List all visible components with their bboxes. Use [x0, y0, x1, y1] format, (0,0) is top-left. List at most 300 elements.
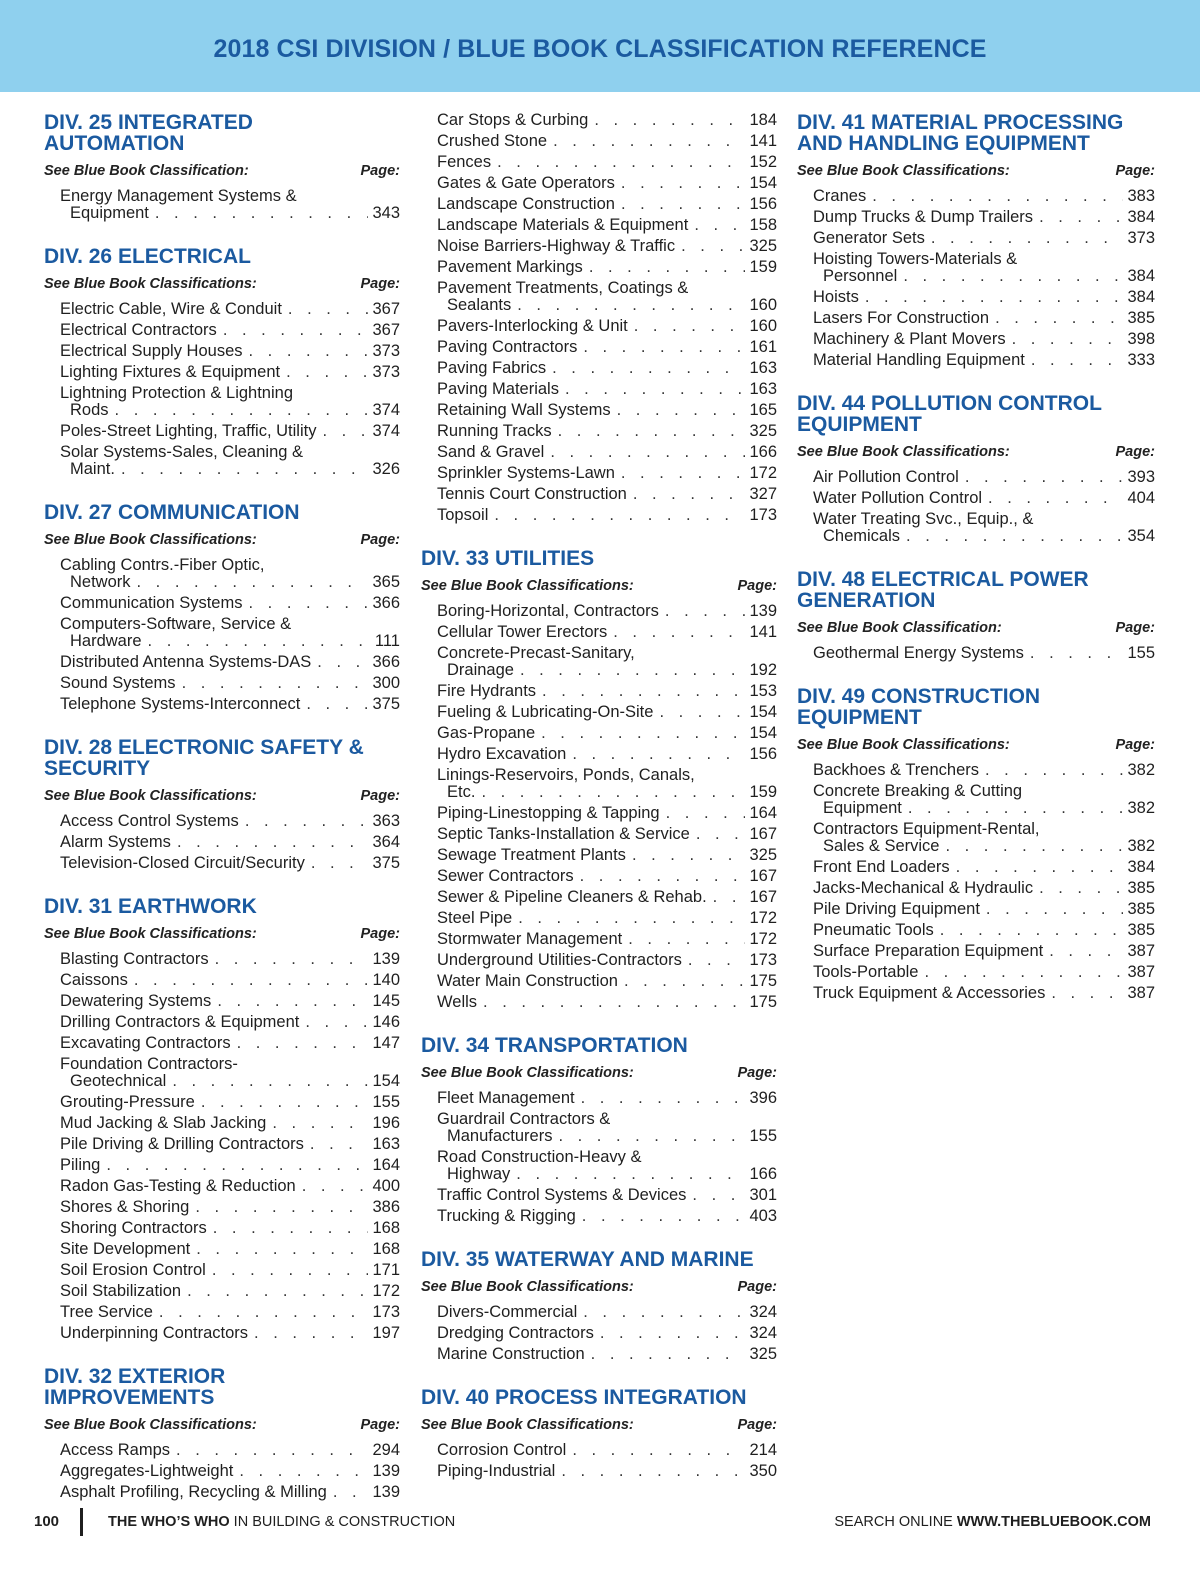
classification-header [797, 443, 1155, 461]
page-number-ref: 160 [749, 296, 777, 314]
division-title [44, 112, 400, 154]
dot-leader [632, 847, 746, 864]
classification-item[interactable] [813, 941, 1155, 962]
page-number-ref: 382 [1127, 799, 1155, 817]
classification-item[interactable] [60, 1239, 400, 1260]
classification-item[interactable] [437, 215, 777, 236]
classification-row [437, 847, 777, 864]
classification-row [813, 943, 1155, 960]
dot-leader [988, 490, 1123, 507]
classification-item[interactable] [60, 1197, 400, 1218]
division-title [797, 393, 1155, 435]
dot-leader [305, 1014, 368, 1031]
classification-item[interactable] [60, 970, 400, 991]
page-number-ref: 327 [749, 485, 777, 503]
classification-row [437, 952, 777, 969]
classification-name: Highway [447, 1165, 511, 1183]
dot-leader [288, 301, 369, 318]
page-number-ref: 171 [372, 1261, 400, 1279]
classification-item[interactable] [60, 1012, 400, 1033]
classification-row [437, 624, 777, 641]
page-label: Page: [360, 163, 400, 179]
classification-name: Etc. [447, 783, 476, 801]
classification-item[interactable] [437, 824, 777, 845]
classification-item[interactable] [60, 421, 400, 442]
classification-item[interactable] [60, 186, 400, 224]
classification-item[interactable] [437, 1461, 777, 1482]
classification-name: Marine Construction [437, 1345, 585, 1363]
classification-item[interactable] [437, 1206, 777, 1227]
classification-item[interactable] [437, 929, 777, 950]
classification-name: Aggregates-Lightweight [60, 1462, 234, 1480]
classification-item[interactable] [60, 832, 400, 853]
classification-item[interactable] [813, 983, 1155, 1004]
classification-item[interactable] [437, 887, 777, 908]
classification-row [437, 444, 777, 461]
classification-item[interactable] [813, 207, 1155, 228]
classification-item[interactable] [60, 652, 400, 673]
classification-item[interactable] [437, 681, 777, 702]
page-number-ref: 365 [372, 573, 400, 591]
classification-name: Piping-Industrial [437, 1462, 556, 1480]
page-number-ref: 214 [749, 1441, 777, 1459]
dot-leader [212, 1262, 369, 1279]
dot-leader [580, 868, 746, 885]
classification-row [437, 931, 777, 948]
classification-item[interactable] [437, 400, 777, 421]
page-number-ref: 385 [1127, 879, 1155, 897]
page-number-ref: 396 [749, 1089, 777, 1107]
classification-row [437, 662, 777, 679]
page-number: 100 [34, 1513, 60, 1530]
division-title-line: DIV. 34 TRANSPORTATION [421, 1034, 688, 1057]
page-number-ref: 350 [749, 1462, 777, 1480]
search-label: SEARCH ONLINE [834, 1514, 957, 1530]
dot-leader [302, 1178, 369, 1195]
classification-item[interactable] [813, 228, 1155, 249]
page-number-ref: 333 [1127, 351, 1155, 369]
page-number-ref: 155 [372, 1093, 400, 1111]
classification-item[interactable] [60, 1482, 400, 1503]
dot-leader [865, 289, 1124, 306]
classification-item[interactable] [813, 186, 1155, 207]
classification-item[interactable] [437, 702, 777, 723]
classification-item[interactable] [437, 1088, 777, 1109]
classification-item[interactable] [437, 257, 777, 278]
classification-item[interactable] [437, 908, 777, 929]
classification-item[interactable] [60, 1134, 400, 1155]
classification-item[interactable] [813, 249, 1155, 287]
classification-header [44, 162, 400, 180]
classification-item[interactable] [437, 723, 777, 744]
classification-item[interactable] [813, 509, 1155, 547]
division-section [797, 569, 1155, 664]
classification-item[interactable] [437, 131, 777, 152]
classification-row [60, 322, 400, 339]
classification-item[interactable] [437, 484, 777, 505]
classification-item[interactable] [60, 1113, 400, 1134]
classification-item[interactable] [813, 287, 1155, 308]
classification-row [60, 1199, 400, 1216]
classification-item[interactable] [60, 694, 400, 715]
division-title-line: DIV. 49 CONSTRUCTION [797, 685, 1041, 708]
classification-list [421, 1088, 777, 1227]
classification-item[interactable] [813, 878, 1155, 899]
classification-item[interactable] [60, 1033, 400, 1054]
classification-item[interactable] [813, 308, 1155, 329]
classification-name: Underground Utilities-Contractors [437, 951, 682, 969]
classification-name: Pile Driving & Drilling Contractors [60, 1135, 304, 1153]
classification-item[interactable] [60, 341, 400, 362]
page-number-ref: 300 [372, 674, 400, 692]
page-number-ref: 168 [372, 1240, 400, 1258]
classification-item[interactable] [60, 320, 400, 341]
division-section [421, 110, 777, 526]
classification-header [797, 619, 1155, 637]
classification-item[interactable] [60, 1176, 400, 1197]
classification-name: Pavers-Interlocking & Unit [437, 317, 628, 335]
classification-name: Tennis Court Construction [437, 485, 627, 503]
classification-list [797, 186, 1155, 371]
division-title-line: GENERATION [797, 589, 936, 612]
classification-row [60, 1014, 400, 1031]
classification-row [437, 297, 777, 314]
dot-leader [581, 1090, 746, 1107]
dot-leader [694, 217, 745, 234]
classification-item[interactable] [437, 442, 777, 463]
classification-label: See Blue Book Classifications: [797, 444, 1010, 460]
division-title [797, 686, 1155, 728]
classification-item[interactable] [437, 1323, 777, 1344]
classification-row [60, 1115, 400, 1132]
classification-item[interactable] [60, 1461, 400, 1482]
page-label: Page: [737, 1065, 777, 1081]
page-number-ref: 146 [372, 1013, 400, 1031]
page-number-ref: 165 [749, 401, 777, 419]
classification-row [813, 880, 1155, 897]
classification-item[interactable] [60, 362, 400, 383]
classification-item[interactable] [437, 971, 777, 992]
website-link[interactable]: WWW.THEBLUEBOOK.COM [956, 1514, 1151, 1530]
classification-list [44, 555, 400, 715]
classification-item[interactable] [437, 744, 777, 765]
classification-item[interactable] [437, 601, 777, 622]
dot-leader [617, 402, 746, 419]
classification-item[interactable] [813, 920, 1155, 941]
classification-row [437, 339, 777, 356]
classification-item[interactable] [60, 673, 400, 694]
classification-item[interactable] [813, 819, 1155, 857]
division-section [44, 1366, 400, 1503]
publication-name [108, 1514, 455, 1530]
classification-name: Noise Barriers-Highway & Traffic [437, 237, 676, 255]
page-label: Page: [737, 1417, 777, 1433]
classification-name: Geotechnical [70, 1072, 167, 1090]
page-number-ref: 155 [749, 1127, 777, 1145]
classification-item[interactable] [60, 1218, 400, 1239]
classification-item[interactable] [437, 236, 777, 257]
dot-leader [1039, 880, 1123, 897]
page-number-ref: 140 [372, 971, 400, 989]
classification-item[interactable] [437, 803, 777, 824]
classification-item[interactable] [437, 643, 777, 681]
classification-item[interactable] [437, 194, 777, 215]
classification-item[interactable] [813, 760, 1155, 781]
classification-item[interactable] [437, 950, 777, 971]
page-number-ref: 375 [372, 695, 400, 713]
classification-item[interactable] [437, 337, 777, 358]
classification-item[interactable] [813, 329, 1155, 350]
classification-name: Electrical Contractors [60, 321, 217, 339]
classification-name: Surface Preparation Equipment [813, 942, 1044, 960]
classification-row [60, 423, 400, 440]
classification-row [60, 696, 400, 713]
page-number-ref: 325 [749, 846, 777, 864]
page-number-ref: 139 [372, 1462, 400, 1480]
classification-header [44, 787, 400, 805]
classification-row [60, 1283, 400, 1300]
classification-item[interactable] [437, 1185, 777, 1206]
dot-leader [558, 423, 746, 440]
page-number-ref: 139 [372, 1483, 400, 1501]
classification-label: See Blue Book Classifications: [44, 276, 257, 292]
classification-row [437, 1346, 777, 1363]
classification-item[interactable] [437, 622, 777, 643]
classification-item[interactable] [437, 505, 777, 526]
page-number-ref: 384 [1127, 267, 1155, 285]
classification-item[interactable] [60, 555, 400, 593]
classification-row [813, 800, 1155, 817]
classification-item[interactable] [437, 1109, 777, 1147]
dot-leader [945, 838, 1123, 855]
classification-row [437, 133, 777, 150]
classification-item[interactable] [437, 421, 777, 442]
classification-name: Generator Sets [813, 229, 925, 247]
classification-row [60, 1178, 400, 1195]
classification-name: Water Treating Svc., Equip., & [813, 510, 1034, 528]
division-title-line: AUTOMATION [44, 132, 185, 155]
dot-leader [1039, 209, 1123, 226]
classification-header [421, 1416, 777, 1434]
classification-item[interactable] [60, 991, 400, 1012]
classification-name: Pile Driving Equipment [813, 900, 980, 918]
division-title-line: DIV. 32 EXTERIOR IMPROVEMENTS [44, 1365, 226, 1409]
classification-item[interactable] [437, 1344, 777, 1365]
classification-row [813, 528, 1155, 545]
classification-item[interactable] [437, 316, 777, 337]
classification-item[interactable] [60, 1155, 400, 1176]
classification-name: Personnel [823, 267, 898, 285]
page-footer [0, 1508, 1200, 1538]
classification-row [437, 683, 777, 700]
page-number-ref: 155 [1127, 644, 1155, 662]
classification-item[interactable] [437, 992, 777, 1013]
classification-item[interactable] [60, 442, 400, 480]
classification-name: Caissons [60, 971, 128, 989]
classification-name: Sand & Gravel [437, 443, 545, 461]
classification-name: Sewer & Pipeline Cleaners & Rehab. [437, 888, 707, 906]
dot-leader [520, 662, 746, 679]
dot-leader [688, 952, 746, 969]
classification-item[interactable] [813, 899, 1155, 920]
classification-label: See Blue Book Classifications: [421, 1065, 634, 1081]
classification-row [437, 1166, 777, 1183]
page-number-ref: 156 [749, 745, 777, 763]
classification-item[interactable] [60, 1302, 400, 1323]
classification-name: Cabling Contrs.-Fiber Optic, [60, 556, 265, 574]
classification-row [437, 360, 777, 377]
dot-leader [333, 1484, 369, 1501]
classification-row [437, 217, 777, 234]
page-number-ref: 364 [372, 833, 400, 851]
dot-leader [931, 230, 1124, 247]
classification-label: See Blue Book Classifications: [44, 926, 257, 942]
dot-leader [659, 704, 745, 721]
classification-item[interactable] [60, 811, 400, 832]
classification-item[interactable] [60, 593, 400, 614]
division-title [44, 1366, 400, 1408]
dot-leader [956, 859, 1124, 876]
classification-item[interactable] [437, 845, 777, 866]
classification-item[interactable] [813, 781, 1155, 819]
classification-name: Trucking & Rigging [437, 1207, 576, 1225]
classification-name: Material Handling Equipment [813, 351, 1025, 369]
classification-item[interactable] [60, 853, 400, 874]
dot-leader [311, 855, 369, 872]
division-title [421, 1249, 777, 1270]
classification-name: Telephone Systems-Interconnect [60, 695, 301, 713]
classification-name: Tools-Portable [813, 963, 919, 981]
classification-row [60, 461, 400, 478]
classification-item[interactable] [813, 643, 1155, 664]
footer-divider [80, 1508, 83, 1536]
classification-name: Lighting Fixtures & Equipment [60, 363, 281, 381]
division-title [421, 1035, 777, 1056]
classification-row [437, 603, 777, 620]
division-title-line: DIV. 26 ELECTRICAL [44, 245, 251, 268]
division-section [44, 737, 400, 874]
classification-row [813, 209, 1155, 226]
classification-item[interactable] [437, 173, 777, 194]
dot-leader [589, 259, 746, 276]
dot-leader [965, 469, 1124, 486]
dot-leader [286, 364, 368, 381]
classification-item[interactable] [60, 383, 400, 421]
division-title-line: SECURITY [44, 757, 151, 780]
classification-item[interactable] [813, 488, 1155, 509]
page-number-ref: 324 [749, 1303, 777, 1321]
page-number-ref: 175 [749, 972, 777, 990]
classification-row [437, 318, 777, 335]
classification-name: Blasting Contractors [60, 950, 209, 968]
classification-item[interactable] [60, 614, 400, 652]
page-number-ref: 175 [749, 993, 777, 1011]
classification-item[interactable] [437, 463, 777, 484]
classification-name: Fleet Management [437, 1089, 575, 1107]
classification-item[interactable] [60, 1054, 400, 1092]
classification-row [60, 972, 400, 989]
classification-item[interactable] [60, 1092, 400, 1113]
classification-name: Electric Cable, Wire & Conduit [60, 300, 282, 318]
classification-item[interactable] [437, 358, 777, 379]
classification-item[interactable] [813, 857, 1155, 878]
classification-item[interactable] [437, 866, 777, 887]
classification-item[interactable] [437, 278, 777, 316]
page-number-ref: 156 [749, 195, 777, 213]
classification-row [60, 1220, 400, 1237]
classification-row [437, 1187, 777, 1204]
classification-item[interactable] [813, 962, 1155, 983]
classification-row [437, 238, 777, 255]
classification-name: Road Construction-Heavy & [437, 1148, 642, 1166]
dot-leader [106, 1157, 368, 1174]
dot-leader [237, 1035, 369, 1052]
classification-list [44, 811, 400, 874]
classification-item[interactable] [437, 379, 777, 400]
dot-leader [565, 381, 745, 398]
page-number-ref: 374 [372, 401, 400, 419]
dot-leader [621, 175, 746, 192]
page-number-ref: 197 [372, 1324, 400, 1342]
classification-label: See Blue Book Classification: [44, 163, 249, 179]
dot-leader [906, 528, 1123, 545]
division-section [797, 393, 1155, 547]
classification-item[interactable] [60, 1440, 400, 1461]
classification-header [44, 1416, 400, 1434]
division-title-line: DIV. 41 MATERIAL PROCESSING [797, 111, 1124, 134]
classification-name: Access Ramps [60, 1441, 171, 1459]
classification-item[interactable] [60, 1323, 400, 1344]
classification-item[interactable] [60, 1281, 400, 1302]
classification-item[interactable] [60, 299, 400, 320]
dot-leader [121, 461, 369, 478]
classification-item[interactable] [60, 949, 400, 970]
classification-row [60, 1442, 400, 1459]
dot-leader [628, 931, 745, 948]
classification-name: Cellular Tower Erectors [437, 623, 608, 641]
classification-item[interactable] [60, 1260, 400, 1281]
classification-name: Underpinning Contractors [60, 1324, 249, 1342]
classification-name: Truck Equipment & Accessories [813, 984, 1046, 1002]
classification-item[interactable] [437, 152, 777, 173]
dot-leader [217, 993, 368, 1010]
classification-name: Distributed Antenna Systems-DAS [60, 653, 312, 671]
page-number-ref: 158 [749, 216, 777, 234]
page-number-ref: 141 [749, 132, 777, 150]
classification-row [60, 1262, 400, 1279]
classification-item[interactable] [437, 110, 777, 131]
classification-item[interactable] [437, 1302, 777, 1323]
classification-name: Boring-Horizontal, Contractors [437, 602, 659, 620]
classification-item[interactable] [437, 765, 777, 803]
classification-item[interactable] [813, 350, 1155, 371]
dot-leader [624, 973, 746, 990]
page-label: Page: [360, 276, 400, 292]
classification-row [813, 838, 1155, 855]
classification-row [437, 1325, 777, 1342]
classification-row [437, 175, 777, 192]
classification-item[interactable] [437, 1440, 777, 1461]
classification-name: Retaining Wall Systems [437, 401, 611, 419]
page-number-ref: 384 [1127, 208, 1155, 226]
classification-item[interactable] [437, 1147, 777, 1185]
page-number-ref: 387 [1127, 984, 1155, 1002]
dot-leader [583, 339, 745, 356]
classification-name: Shores & Shoring [60, 1198, 190, 1216]
dot-leader [176, 1442, 368, 1459]
dot-leader [254, 1325, 368, 1342]
classification-item[interactable] [813, 467, 1155, 488]
